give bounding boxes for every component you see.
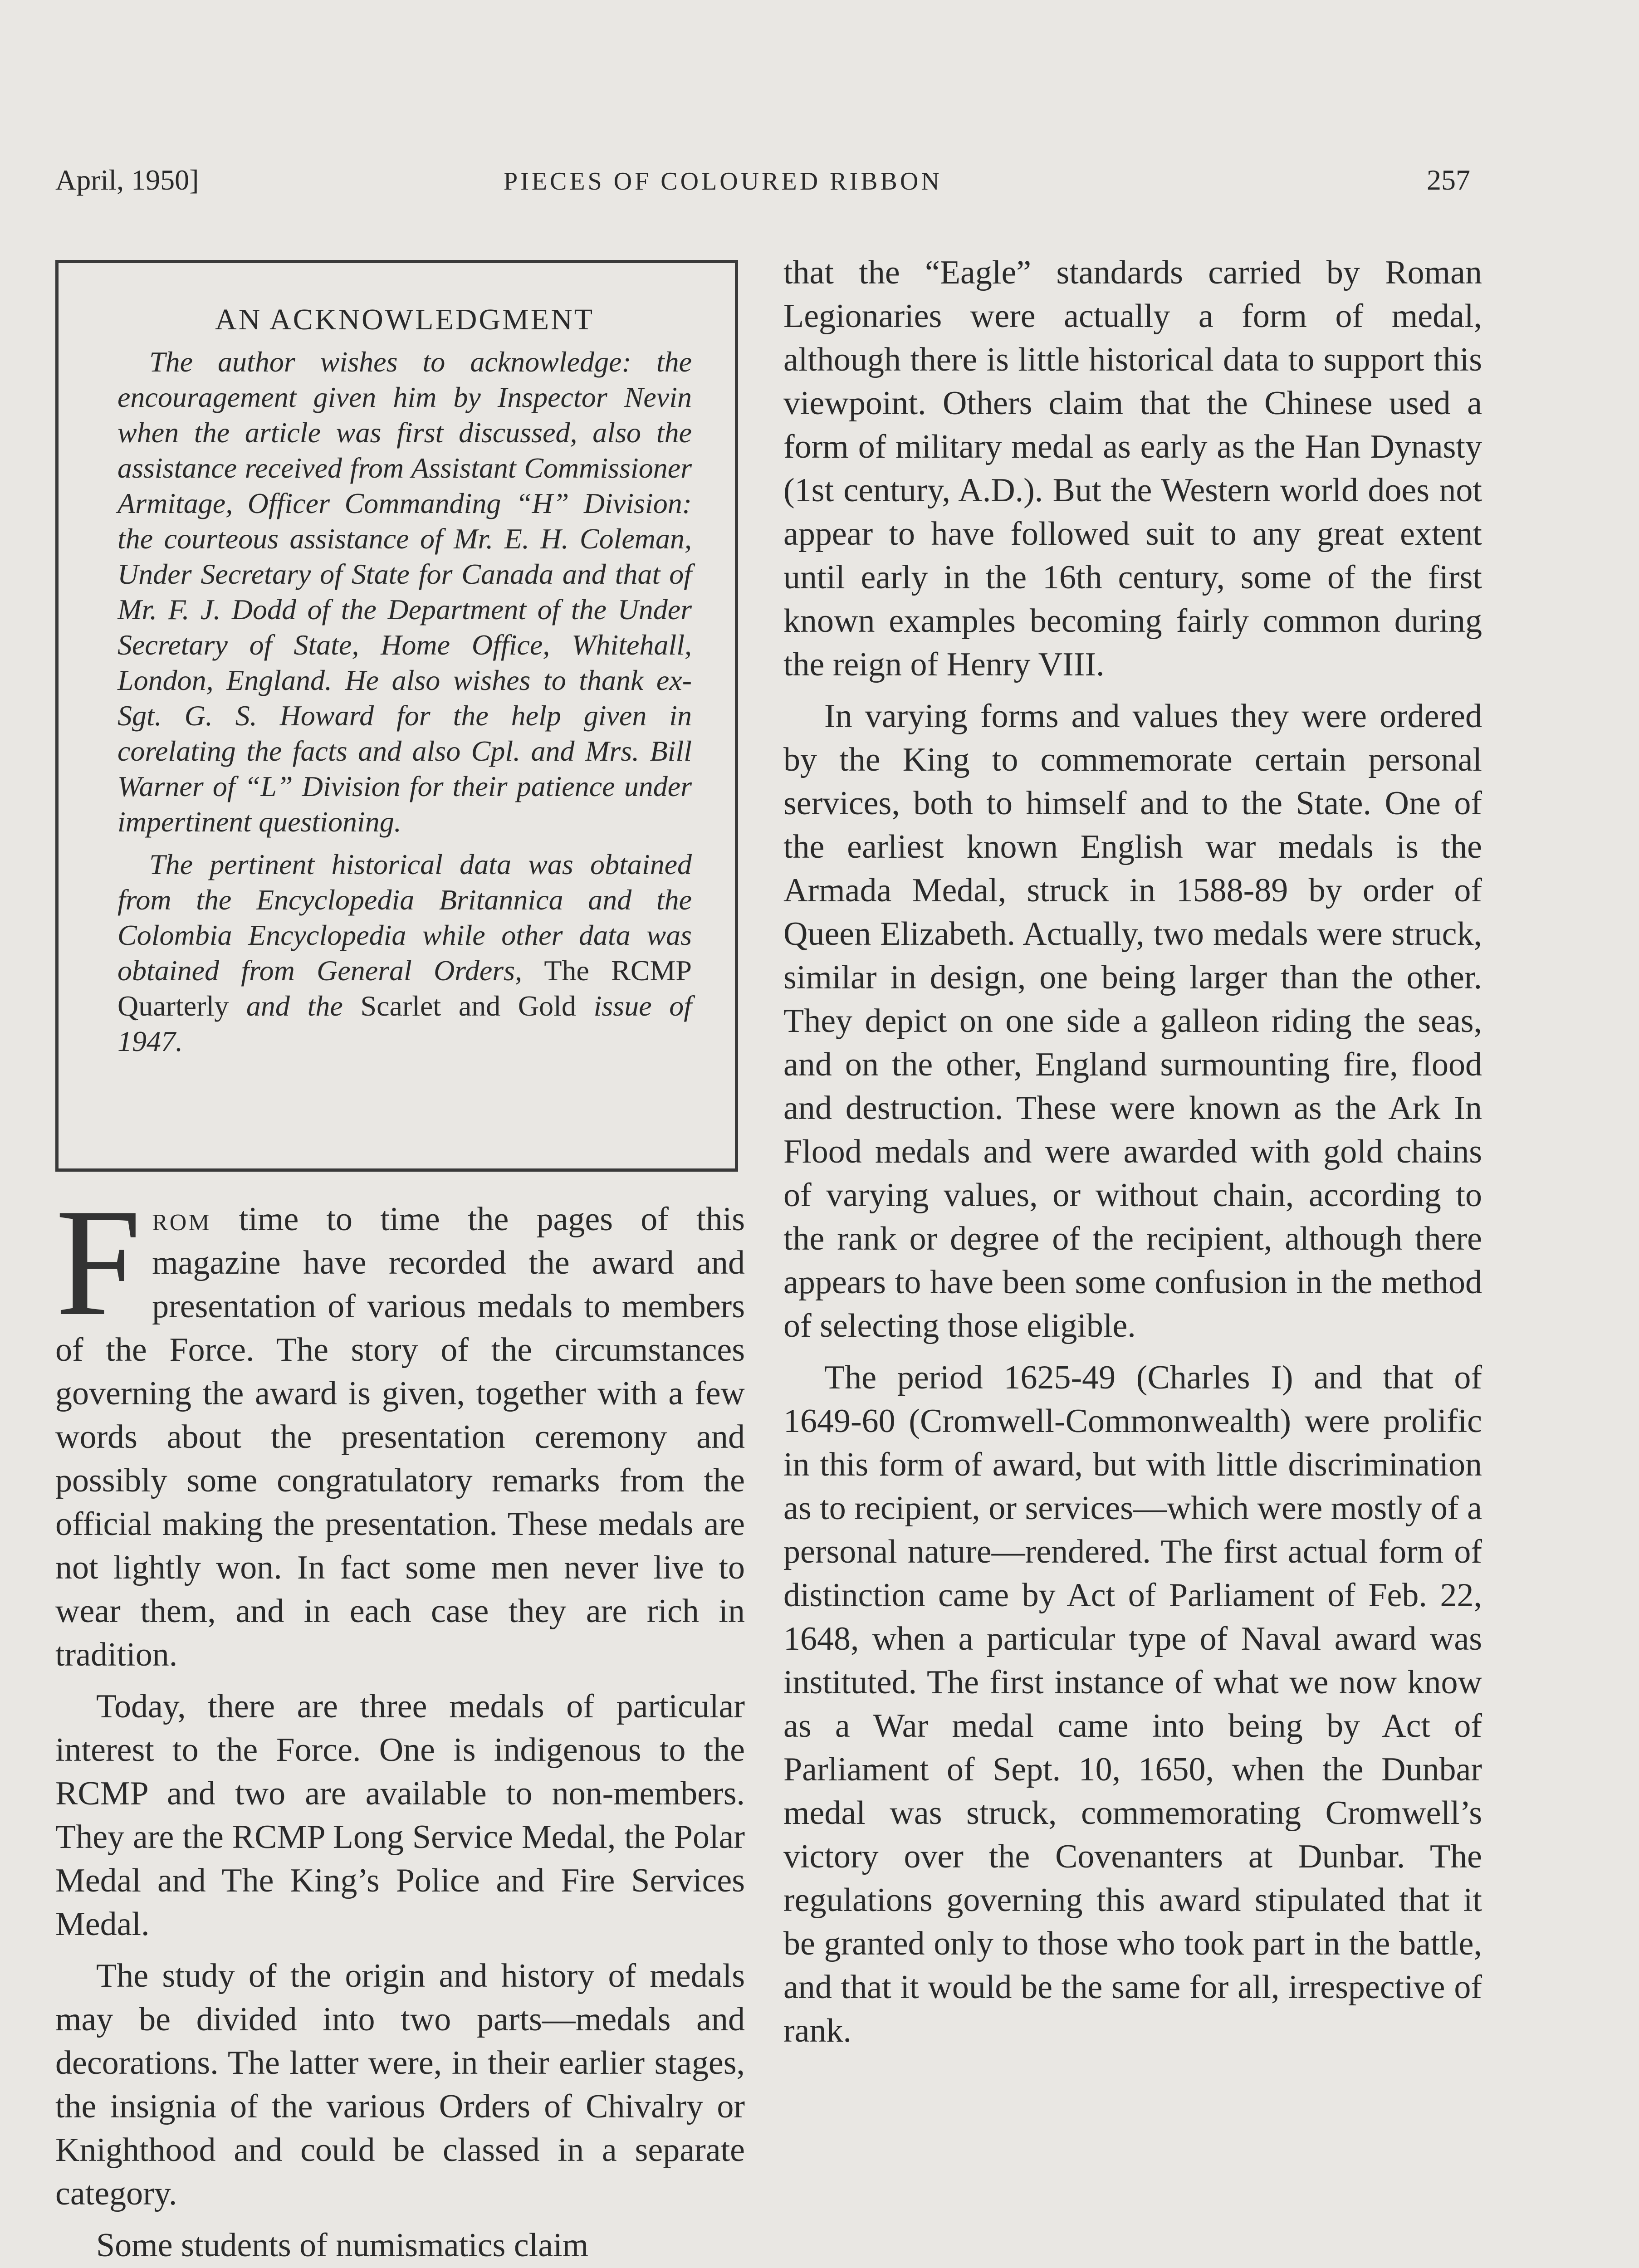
- scarlet-gold-title: Scarlet and Gold: [360, 990, 576, 1022]
- paragraph: that the “Eagle” standards carried by Roman Legionaries were actually a form of medal, although there is little historical data to support this viewpoint. Others claim that the Chinese used a form of military medal as early as the Han Dynasty (1st century, A.D.). But the Western world does not appear to have followed suit to any great extent until early in the 16th century, some of the first known examples becoming fairly common during the reign of Henry VIII.: [783, 254, 1482, 683]
- sources-connector: and the: [246, 990, 343, 1022]
- running-title: PIECES OF COLOURED RIBBON: [504, 167, 942, 196]
- issue-date: April, 1950]: [55, 164, 199, 196]
- acknowledgment-title: AN ACKNOWLEDGMENT: [215, 303, 595, 336]
- quarterly-title: The RCMP Quarterly: [117, 954, 692, 1022]
- paragraph: In varying forms and values they were ordered by the King to commemorate certain personal services, both to himself and to the State. One of the earliest known English war medals is the Armada Medal, struck in 1588-89 by order of Queen Elizabeth. Actually, two medals were struck, similar in design, one being larger than the other. They depict on one side a galleon riding the seas, and on the other, England surmounting fire, flood and destruction. These were known as the Ark In Flood medals and were awarded with gold chains of varying values, or without chain, according to the rank or degree of the recipient, although there appears to have been some confusion in the method of selecting those eligible.: [783, 698, 1482, 1344]
- opening-text: time to time the pages of this magazine have recorded the award and presentation of various medals to members of the Force. The story of the circumstances governing the award is given, together with a few words about the presentation ceremony and possibly some congratulatory remarks from the official making the presentation. These medals are not lightly won. In fact some men never live to wear them, and in each case they are rich in tradition.: [55, 1201, 745, 1673]
- opening-smallcaps: rom: [152, 1201, 211, 1238]
- opening-paragraph: [55, 1177, 745, 1677]
- sources-issue: issue of 1947.: [117, 990, 692, 1057]
- drop-cap: F: [55, 1177, 142, 1348]
- page-number: 257: [1427, 164, 1470, 196]
- acknowledgment-sources-paragraph: [117, 847, 692, 1059]
- paragraph: Some students of numismatics claim: [96, 2227, 589, 2264]
- sources-text: The pertinent historical data was obtained from the Encyclopedia Britannica and the Colombia Encyclopedia while other data was obtained from General Orders,: [117, 848, 692, 987]
- acknowledgment-paragraph: The author wishes to acknowledge: the encouragement given him by Inspector Nevin when the article was first discussed, also the assistance received from Assistant Commissioner Armitage, Officer Commanding “H” Division: the courteous assistance of Mr. E. H. Coleman, Under Secretary of State for Canada and that of Mr. F. J. Dodd of the Department of the Under Secretary of State, Home Office, Whitehall, London, England. He also wishes to thank ex-Sgt. G. S. Howard for the help given in corelating the facts and also Cpl. and Mrs. Bill Warner of “L” Division for their patience under impertinent questioning.: [117, 346, 692, 838]
- paragraph: The period 1625-49 (Charles I) and that of 1649-60 (Cromwell-Commonwealth) were prolific in this form of award, but with little discrimination as to recipient, or services—which were mostly of a personal nature—rendered. The first actual form of distinction came by Act of Parliament of Feb. 22, 1648, when a particular type of Naval award was instituted. The first instance of what we now know as a War medal came into being by Act of Parliament of Sept. 10, 1650, when the Dunbar medal was struck, commemorating Cromwell’s victory over the Covenanters at Dunbar. The regulations governing this award stipulated that it be granted only to those who took part in the battle, and that it would be the same for all, irrespective of rank.: [783, 1359, 1482, 2049]
- left-column: [55, 1177, 745, 2268]
- right-column: [783, 251, 1482, 2061]
- running-header: [0, 163, 1639, 204]
- acknowledgment-box: [55, 260, 738, 1172]
- paragraph: Today, there are three medals of particular interest to the Force. One is indigenous to the RCMP and two are available to non-members. They are the RCMP Long Service Medal, the Polar Medal and The King’s Police and Fire Services Medal.: [55, 1688, 745, 1943]
- paragraph: The study of the origin and history of medals may be divided into two parts—medals and decorations. The latter were, in their earlier stages, the insignia of the various Orders of Chivalry or Knighthood and could be classed in a separate category.: [55, 1957, 745, 2212]
